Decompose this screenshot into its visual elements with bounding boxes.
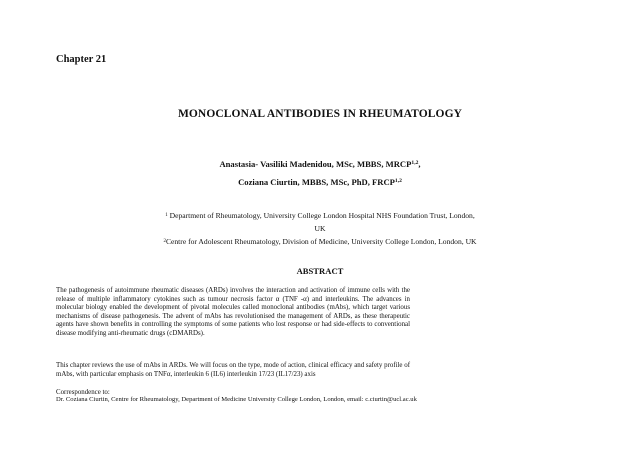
author-1	[0, 159, 640, 169]
affiliation-2-text: Centre for Adolescent Rheumatology, Division of Medicine, University College London, London, UK	[165, 237, 477, 246]
correspondence-label: Correspondence to:	[56, 389, 110, 396]
author-2	[0, 177, 640, 187]
affiliation-2-mark: 2	[163, 239, 166, 244]
author-1-trailing-punctuation: ,	[418, 159, 421, 169]
abstract-paragraph-2: This chapter reviews the use of mAbs in ARDs. We will focus on the type, mode of action, clinical efficacy and safety profile of mAbs, with particular emphasis on TNFα, interleukin 6 (IL6) interleukin 17/23 (IL17/23) axis	[56, 362, 410, 378]
chapter-title: MONOCLONAL ANTIBODIES IN RHEUMATOLOGY	[177, 108, 463, 120]
correspondence-contact: Dr. Coziana Ciurtin, Centre for Rheumatology, Department of Medicine University College London, London, email: c.ciurtin@ucl.ac.uk	[56, 396, 417, 403]
author-1-name: Anastasia- Vasiliki Madenidou, MSc, MBBS, MRCP	[219, 159, 412, 169]
author-2-affiliation-marks: 1,2	[394, 178, 402, 184]
affiliation-1-continuation: UK	[314, 224, 326, 233]
author-1-affiliation-marks: 1,2	[411, 160, 419, 166]
abstract-heading: ABSTRACT	[296, 266, 344, 276]
affiliation-2	[0, 237, 640, 246]
author-2-name: Coziana Ciurtin, MBBS, MSc, PhD, FRCP	[238, 177, 395, 187]
affiliation-1	[0, 211, 640, 220]
chapter-label: Chapter 21	[56, 54, 107, 65]
affiliation-1-mark: 1	[165, 213, 168, 218]
affiliation-1-text: Department of Rheumatology, University College London Hospital NHS Foundation Trust, London,	[167, 211, 475, 220]
abstract-paragraph-1: The pathogenesis of autoimmune rheumatic diseases (ARDs) involves the interaction and activation of immune cells with the release of multiple inflammatory cytokines such as tumour necrosis factor α (TNF -α) and interleukins. The advances in molecular biology enabled the development of pivotal molecules called monoclonal antibodies (mAbs), which target various mechanisms of disease pathogenesis. The advent of mAbs has revolutionised the management of ARDs, as these therapeutic agents have shown benefits in controlling the symptoms of some patients who lost response or had side-effects to conventional disease modifying anti-rheumatic drugs (cDMARDs).	[56, 287, 410, 337]
